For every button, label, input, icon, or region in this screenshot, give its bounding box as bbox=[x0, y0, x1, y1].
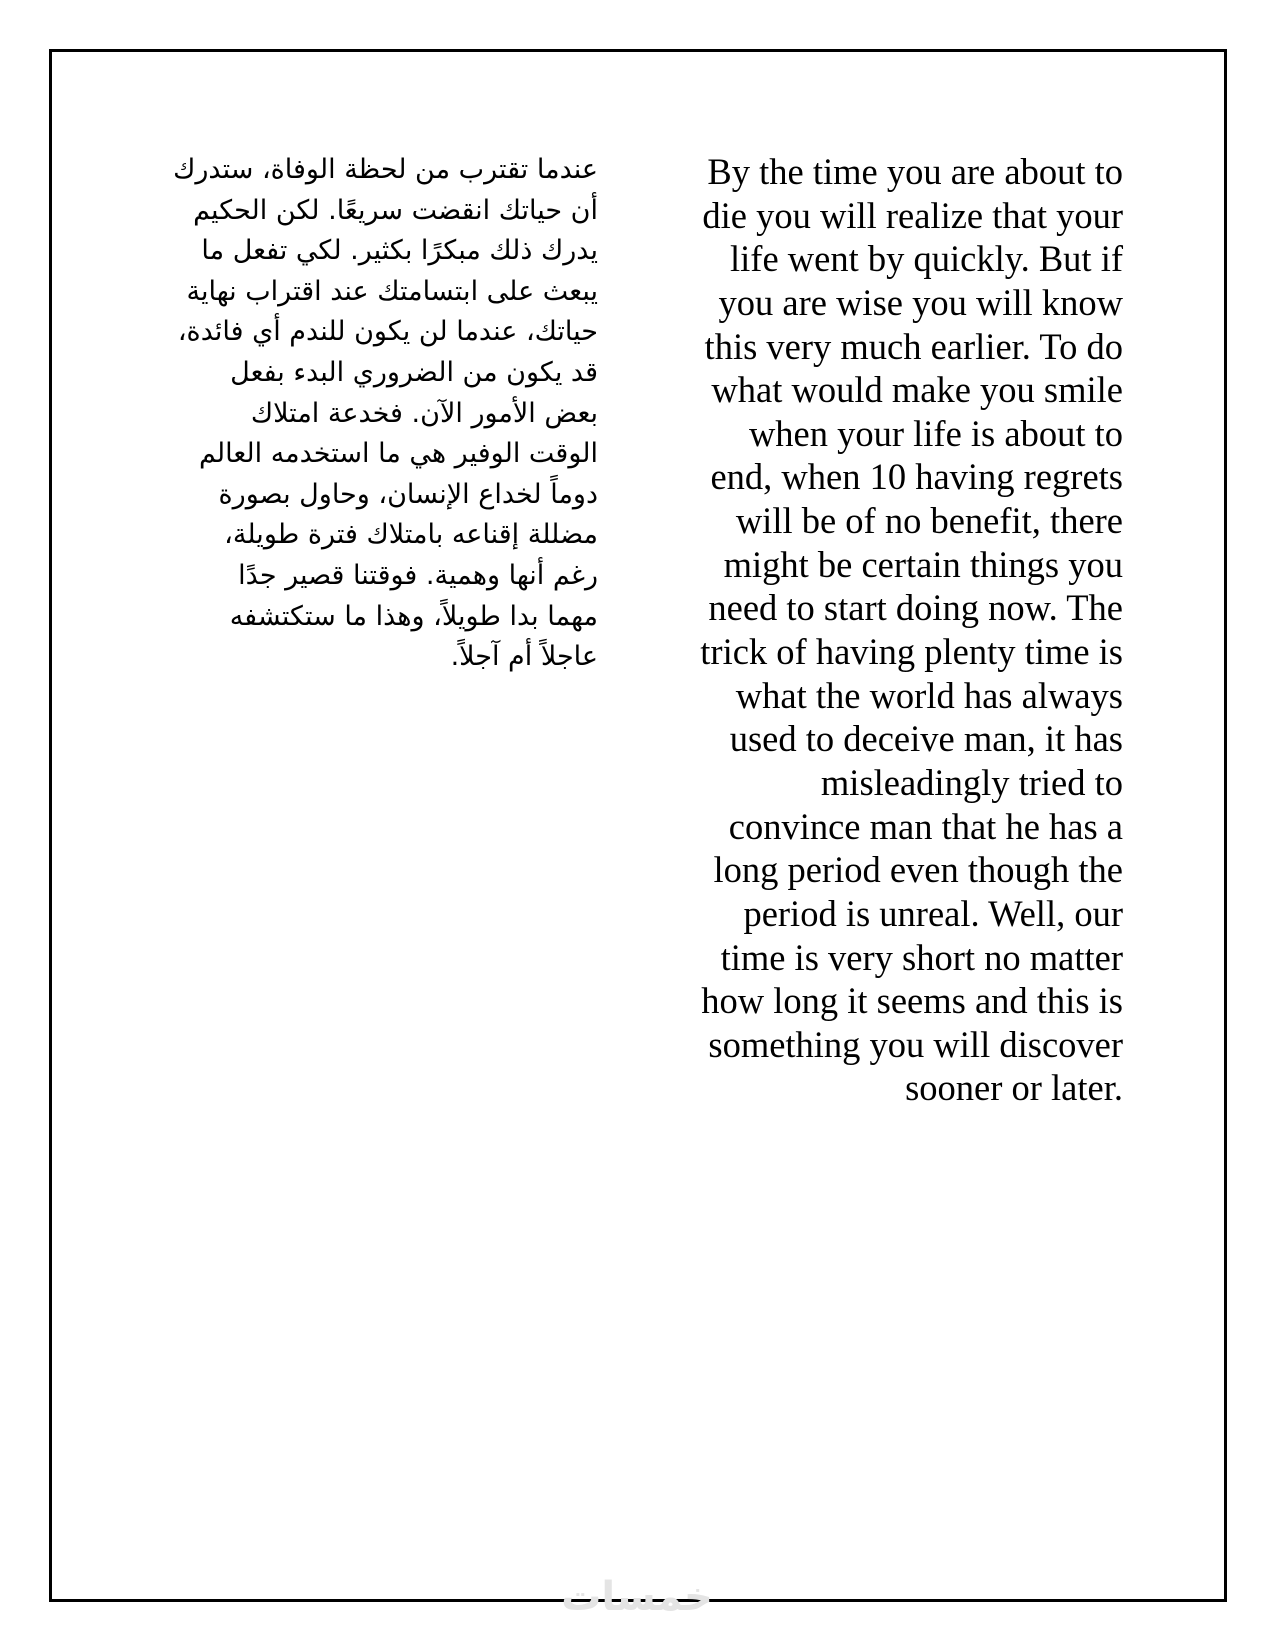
english-line: trick of having plenty time is bbox=[700, 631, 1123, 673]
english-line: convince man that he has a bbox=[728, 805, 1123, 847]
english-line: when your life is about to bbox=[748, 412, 1123, 454]
arabic-line: عندما تقترب من لحظة الوفاة، ستدرك bbox=[173, 154, 598, 185]
english-line: what the world has always bbox=[735, 674, 1123, 716]
arabic-line: يبعث على ابتسامتك عند اقتراب نهاية bbox=[186, 275, 598, 307]
arabic-line: دوماً لخداع الإنسان، وحاول بصورة bbox=[218, 478, 598, 510]
arabic-line: يدرك ذلك مبكرًا بكثير. لكي تفعل ما bbox=[201, 235, 598, 267]
english-line: might be certain things you bbox=[723, 543, 1123, 585]
english-line: time is very short no matter bbox=[720, 936, 1123, 978]
english-line: something you will discover bbox=[708, 1023, 1123, 1065]
english-line: long period even though the bbox=[713, 849, 1123, 891]
english-line: this very much earlier. To do bbox=[704, 325, 1123, 367]
english-line: what would make you smile bbox=[711, 369, 1123, 411]
arabic-line: بعض الأمور الآن. فخدعة امتلاك bbox=[250, 397, 598, 429]
arabic-line: حياتك، عندما لن يكون للندم أي فائدة، bbox=[177, 316, 598, 348]
arabic-line: رغم أنها وهمية. فوقتنا قصير جدًا bbox=[238, 559, 598, 591]
arabic-line: مهما بدا طويلاً، وهذا ما ستكتشفه bbox=[229, 600, 598, 632]
arabic-paragraph bbox=[150, 150, 598, 678]
english-line: end, when 10 having regrets bbox=[710, 456, 1123, 498]
english-line: will be of no benefit, there bbox=[735, 500, 1123, 542]
arabic-line: أن حياتك انقضت سريعًا. لكن الحكيم bbox=[193, 194, 598, 226]
english-line: need to start doing now. The bbox=[708, 587, 1123, 629]
english-line: By the time you are about to bbox=[707, 151, 1123, 192]
arabic-line: قد يكون من الضروري البدء بفعل bbox=[230, 356, 598, 388]
english-line: you are wise you will know bbox=[718, 281, 1123, 323]
english-line: life went by quickly. But if bbox=[730, 238, 1123, 280]
english-line: how long it seems and this is bbox=[701, 980, 1123, 1022]
arabic-line: مضللة إقناعه بامتلاك فترة طويلة، bbox=[224, 519, 598, 551]
english-line: sooner or later. bbox=[905, 1067, 1123, 1109]
english-line: used to deceive man, it has bbox=[729, 718, 1123, 760]
arabic-line: الوقت الوفير هي ما استخدمه العالم bbox=[198, 438, 598, 470]
watermark-logo: خمسات bbox=[561, 1574, 713, 1620]
english-line: misleadingly tried to bbox=[820, 761, 1123, 803]
english-paragraph bbox=[680, 150, 1123, 1110]
english-line: period is unreal. Well, our bbox=[743, 892, 1123, 934]
arabic-line: عاجلاً أم آجلاً. bbox=[450, 641, 598, 673]
english-line: die you will realize that your bbox=[702, 194, 1123, 236]
